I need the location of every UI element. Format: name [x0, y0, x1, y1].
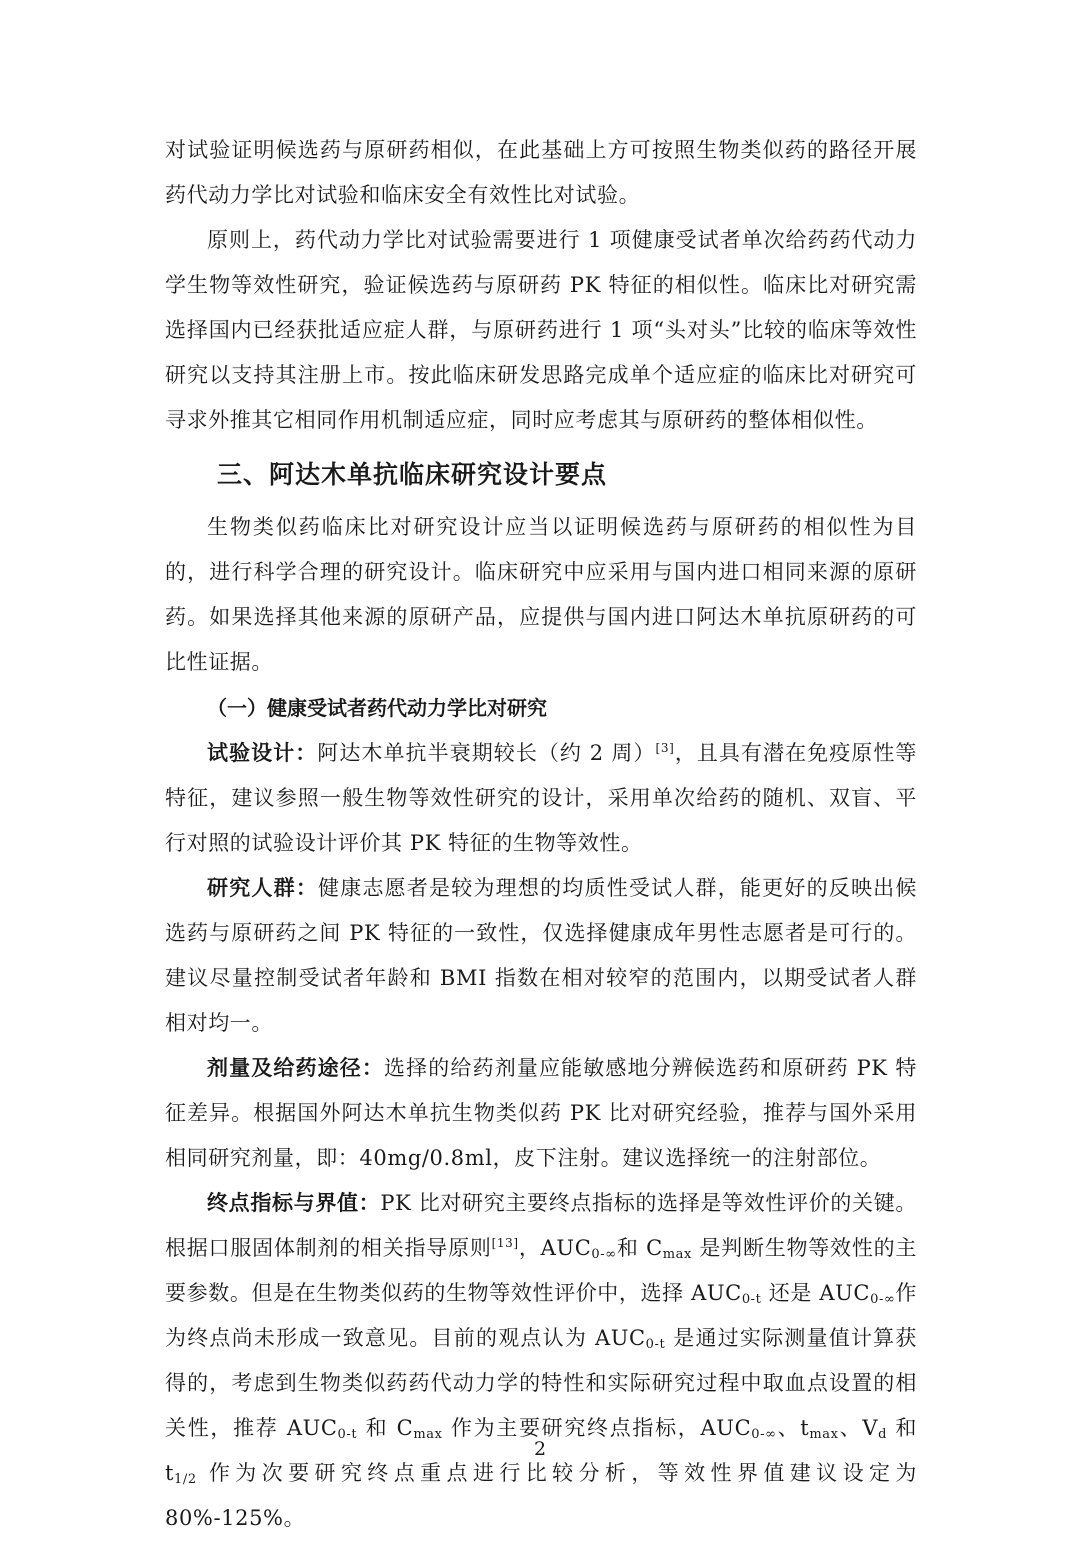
section-heading: 三、阿达木单抗临床研究设计要点 [217, 460, 608, 489]
paragraph-principle: 原则上，药代动力学比对试验需要进行 1 项健康受试者单次给药药代动力学生物等效性研究，验证候选药与原研药 PK 特征的相似性。临床比对研究需选择国内已经获批适应症人群，与原研药进行 1 项“头对头”比较的临床等效性研究以支持其注册上市。按此临床研发思路完成单个适应症的临床比对研究可寻求外推其它相同作用机制适应症，同时应考虑其与原研药的整体相似性。 [165, 228, 917, 432]
paragraph-trial-design: 试验设计：阿达木单抗半衰期较长（约 2 周）[3]，且具有潜在免疫原性等特征，建议参照一般生物等效性研究的设计，采用单次给药的随机、双盲、平行对照的试验设计评价其 PK 特征的生物等效性。 [165, 741, 917, 855]
paragraph-endpoints: 终点指标与界值：PK 比对研究主要终点指标的选择是等效性评价的关键。根据口服固体制剂的相关指导原则[13]，$AUC_{0-\infty}$和 $C_{max}$ 是判断生物等效性的主要参数。但是在生物类似药的生物等效性评价中，选择 $AUC_{0-t}$ 还是 $AUC_{0-\infty}$作为终点尚未形成一致意见。目前的观点认为 $AUC_{0-t}$ 是通过实际测量值计算获得的，考虑到生物类似药药代动力学的特性和实际研究过程中取血点设置的相关性，推荐 $AUC_{0-t}$ 和 $C_{max}$ 作为主要研究终点指标，$AUC_{0-\infty}$、$t_{max}$、$V_d$ 和 $t_{1/2}$ 作为次要研究终点重点进行比较分析，等效性界值建议设定为 80%-125%。 [165, 1191, 918, 1530]
page-content [165, 128, 917, 1541]
subsection-heading: （一）健康受试者药代动力学比对研究 [207, 696, 547, 720]
paragraph-study-population: 研究人群：健康志愿者是较为理想的均质性受试人群，能更好的反映出候选药与原研药之间 PK 特征的一致性，仅选择健康成年男性志愿者是可行的。建议尽量控制受试者年龄和 BMI 指数在相对较窄的范围内，以期受试者人群相对均一。 [165, 876, 917, 1035]
citation: [3] [655, 741, 675, 755]
paragraph-dose-route: 剂量及给药途径：选择的给药剂量应能敏感地分辨候选药和原研药 PK 特征差异。根据国外阿达木单抗生物类似药 PK 比对研究经验，推荐与国外采用相同研究剂量，即：40mg/0.8ml，皮下注射。建议选择统一的注射部位。 [165, 1056, 917, 1170]
lead-term: 剂量及给药途径： [207, 1056, 385, 1080]
citation: [13] [491, 1236, 519, 1250]
lead-term: 试验设计： [207, 741, 318, 765]
lead-term: 终点指标与界值： [207, 1191, 381, 1215]
paragraph-continuation: 对试验证明候选药与原研药相似，在此基础上方可按照生物类似药的路径开展药代动力学比对试验和临床安全有效性比对试验。 [165, 138, 917, 207]
paragraph-design-intro: 生物类似药临床比对研究设计应当以证明候选药与原研药的相似性为目的，进行科学合理的研究设计。临床研究中应采用与国内进口相同来源的原研药。如果选择其他来源的原研产品，应提供与国内进口阿达木单抗原研药的可比性证据。 [165, 515, 917, 674]
page-number: 2 [533, 1438, 547, 1460]
lead-term: 研究人群： [207, 876, 319, 900]
